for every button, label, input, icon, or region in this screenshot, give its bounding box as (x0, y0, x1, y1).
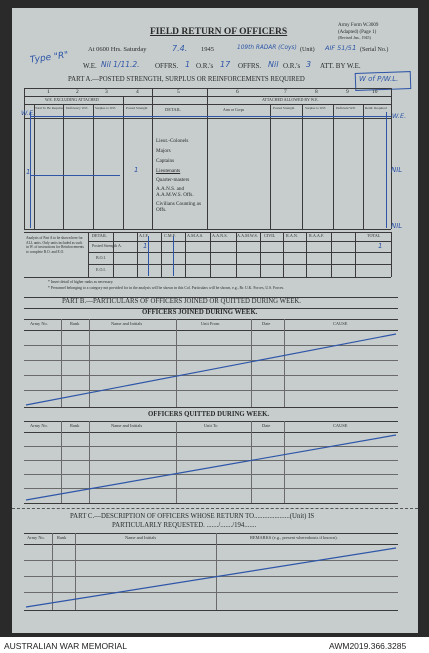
col-header-8: Surplus to W.E. (305, 106, 327, 110)
analysis-col-civil: CIVIL (264, 233, 276, 238)
footer-archive-name: AUSTRALIAN WAR MEMORIAL (4, 641, 127, 651)
joined-header-unit-from: Unit From (201, 321, 220, 326)
analysis-col-aif: A.I.F. (139, 233, 149, 238)
army-form-adapted: (Adapted) (Page 1) (338, 30, 377, 35)
col-header-1: Total To Be Required (35, 106, 65, 110)
rank-lieutenants: Lieutenants (156, 168, 181, 174)
joined-header-name: Name and Initials (111, 321, 143, 326)
col-header-7: Posted Strength (273, 106, 295, 110)
stamp-note: W of P/W.L. (359, 75, 399, 83)
part-a-title: PART A.—POSTED STRENGTH, SURPLUS OR REINFORCEMENTS REQUIRED (68, 76, 305, 83)
col-num-3: 3 (105, 89, 108, 95)
analysis-detail-label: DETAIL (92, 233, 107, 238)
unit-suffix: AIF 51/5 (325, 44, 352, 52)
analysis-col-raaf: R.A.A.F. (309, 233, 325, 238)
analysis-row-2: B.O.I. (96, 255, 106, 260)
joined-header-date: Date (262, 321, 271, 326)
analysis-label: Analysis of Part A to be shown here for ALL units. Only units included as such in W. of instructions for Reinforcements to complete B.O. and E.O. (26, 236, 84, 254)
joined-cancel-line (24, 330, 398, 407)
col-num-1: 1 (47, 89, 50, 95)
col-num-8: 8 (315, 89, 318, 95)
analysis-col-aans: A.A.N.S. (212, 233, 228, 238)
col-header-6: Arm or Corps (223, 108, 245, 112)
attached-label: ATTACHED ALLOWED BY W.E. (262, 97, 319, 102)
col-num-9: 9 (346, 89, 349, 95)
offrs-value: 1 (185, 60, 191, 69)
analysis-row-1: Posted Strength A. (92, 243, 122, 248)
joined-title: OFFICERS JOINED DURING WEEK. (142, 309, 258, 316)
part-c-header-army-no: Army No. (27, 535, 45, 540)
analysis-col-total: TOTAL (367, 233, 381, 238)
pen-col10-bottom: NIL (391, 222, 403, 230)
form-title: FIELD RETURN OF OFFICERS (150, 27, 288, 37)
quitted-header-name: Name and Initials (111, 423, 143, 428)
analysis-col-cmf: C.M.F. (164, 233, 176, 238)
detail-label: DETAIL (165, 107, 181, 112)
time-label: At 0600 Hrs. Saturday (88, 46, 147, 53)
rank-quartermasters: Quarter-masters (156, 177, 190, 183)
ors2-label: O.R.'s (283, 62, 301, 70)
time-year: 1945 (201, 46, 214, 53)
joined-header-army-no: Army No. (30, 321, 48, 326)
unit-label: (Unit) (300, 47, 315, 53)
quitted-header-army-no: Army No. (30, 423, 48, 428)
joined-header-rank: Rank (70, 321, 80, 326)
part-c-header-remarks: REMARKS (e.g., present whereabouts if known). (250, 535, 338, 540)
offrs-label: OFFRS. (155, 62, 179, 70)
part-c-line2: PARTICULARLY REQUESTED. ......./......./194....... (112, 522, 257, 529)
rank-majors: Majors (156, 148, 171, 154)
quitted-header-cause: CAUSE (333, 423, 348, 428)
quitted-cancel-line (24, 432, 398, 503)
rank-captains: Captains (156, 158, 175, 164)
col-num-10: 10 (372, 89, 378, 95)
col-num-6: 6 (236, 89, 239, 95)
quitted-title: OFFICERS QUITTED DURING WEEK. (148, 411, 270, 418)
analysis-col-aamws: A.A.M.W.S. (237, 233, 258, 238)
army-form-number: Army Form W.3009 (338, 23, 379, 28)
col-num-5: 5 (177, 89, 180, 95)
ors-label: O.R.'s (196, 62, 214, 70)
part-c-header-name: Name and Initials (125, 535, 157, 540)
we-label: W.E. (83, 62, 97, 70)
pen-analysis-total: 1 (378, 242, 383, 250)
quitted-header-unit-to: Unit To (204, 423, 218, 428)
pen-we-row: W.E. (21, 109, 36, 117)
part-c-line1: PART C.—DESCRIPTION OF OFFICERS WHOSE RETURN TO.....................(Unit) IS (70, 513, 315, 520)
army-form-revised: (Revised Jan., 1945) (338, 35, 371, 40)
rank-civilians: Civilians Counting as Offs. (156, 201, 201, 213)
pen-analysis-aif: 1 (143, 242, 148, 250)
type-note-handwritten: Type "R" (29, 50, 70, 66)
col-header-4: Posted Strength (126, 106, 148, 110)
joined-header-cause: CAUSE (333, 321, 348, 326)
unit-value: 109th RADAR (Coys) (237, 45, 297, 51)
part-c-header-rank: Rank (57, 535, 67, 540)
footer-accession-number: AWM2019.366.3285 (329, 641, 407, 651)
quitted-header-rank: Rank (70, 423, 80, 428)
col-header-3: Surplus to W.E. (95, 106, 117, 110)
quitted-header-date: Date (262, 423, 271, 428)
col-header-2: Deficiency W.E. (66, 106, 89, 110)
part-b-title: PART B.—PARTICULARS OF OFFICERS JOINED OR QUITTED DURING WEEK. (62, 298, 301, 305)
time-date-value: 7.4. (172, 44, 188, 53)
analysis-col-ran: R.A.N. (286, 233, 298, 238)
col-header-10: Reinf. Required (365, 106, 387, 110)
rank-aans: A.A.N.S. and A.A.M.W.S. Offs. (156, 186, 194, 198)
rank-lieut-colonels: Lieut.-Colonels (156, 138, 189, 144)
pen-row-col1: 1 (26, 168, 31, 176)
we-value: Nil 1/11.2. (101, 60, 140, 69)
col-num-2: 2 (76, 89, 79, 95)
col-num-4: 4 (136, 89, 139, 95)
offrs2-value: Nil (268, 60, 279, 69)
footnote-1: * Insert detail of higher ranks as necessary. (48, 280, 114, 284)
analysis-col-amas: A.M.A.S. (187, 233, 204, 238)
we-excluding-label: W.E. EXCLUDING ATTACHED (45, 97, 99, 102)
pen-row-col4: 1 (134, 166, 139, 174)
footnote-2: * Personnel belonging to a category not provided for in the analysis will be shown in this Col. Particulars will be shown, e.g., Br. U.K. Forces, U.S. Forces. (48, 286, 285, 290)
ors2-value: 3 (306, 60, 312, 69)
serial-no-label: (Serial No.) (360, 47, 389, 53)
att-label: ATT. BY W.E. (320, 62, 361, 70)
part-c-cancel-line (24, 544, 398, 610)
col-num-7: 7 (284, 89, 287, 95)
analysis-row-3: E.O.I. (96, 267, 106, 272)
pen-col10-top: W.E. (392, 112, 407, 120)
pen-col10-mid: NIL (391, 166, 403, 174)
col-header-9: Deficient W.E. (336, 106, 357, 110)
offrs2-label: OFFRS. (238, 62, 262, 70)
ors-value: 17 (220, 60, 231, 69)
serial-no-value: 1 (352, 44, 357, 52)
